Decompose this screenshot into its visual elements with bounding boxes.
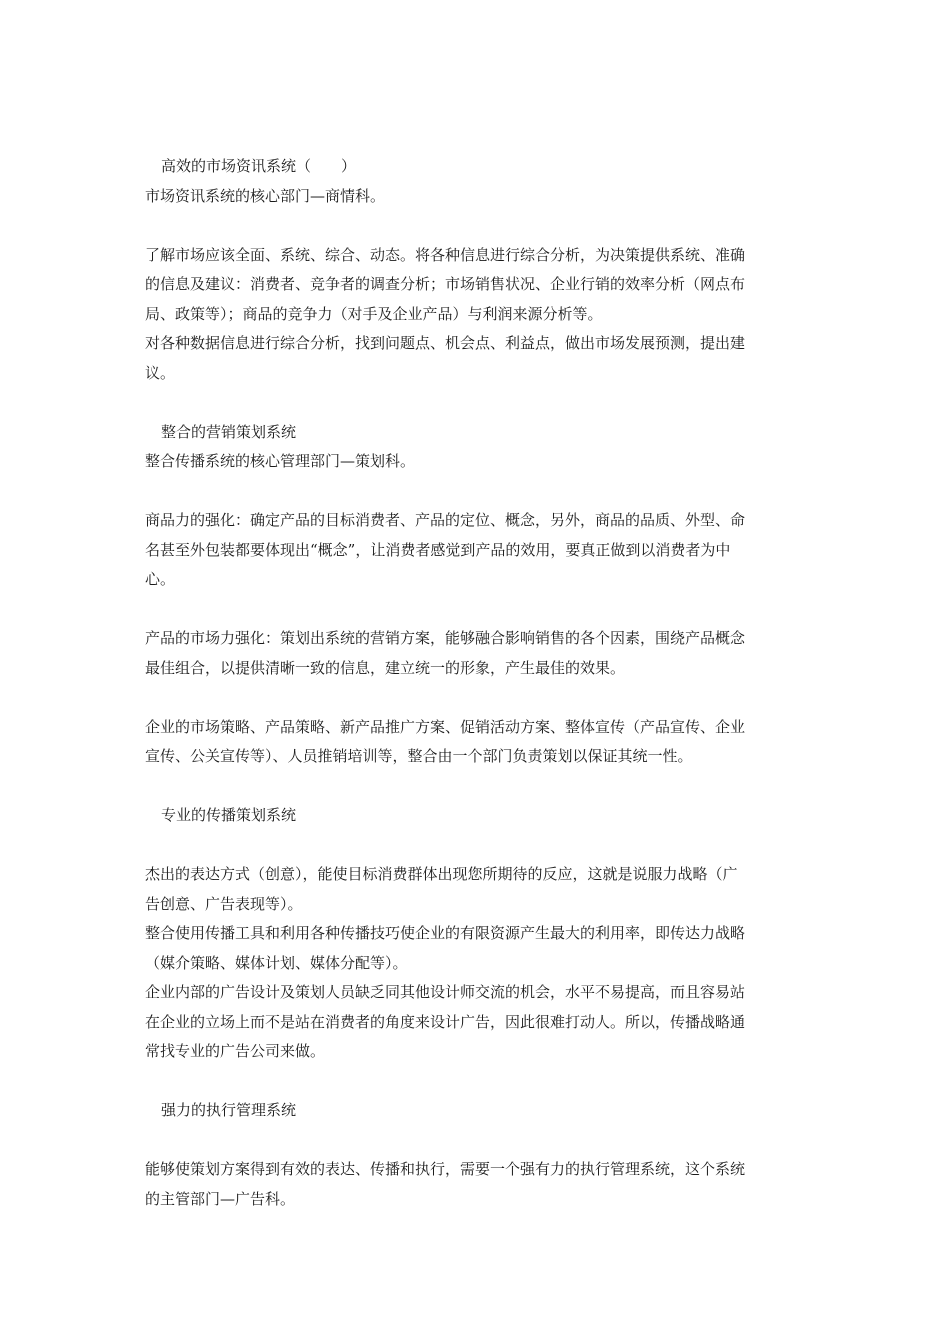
paragraph-line: 宣传、公关宣传等）、人员推销培训等，整合由一个部门负责策划以保证其统一性。 (145, 747, 693, 765)
paragraph-line: 企业内部的广告设计及策划人员缺乏同其他设计师交流的机会，水平不易提高，而且容易站 (145, 983, 746, 1001)
paragraph-line: 对各种数据信息进行综合分析，找到问题点、机会点、利益点，做出市场发展预测，提出建 (145, 334, 746, 352)
paragraph-line: 议。 (145, 363, 176, 382)
paragraph-line: 的主管部门—广告科。 (145, 1189, 296, 1208)
document-body (145, 152, 810, 1214)
paragraph-line: 整合传播系统的核心管理部门—策划科。 (145, 452, 416, 470)
paragraph-line: 产品的市场力强化：策划出系统的营销方案，能够融合影响销售的各个因素，围绕产品概念 (145, 629, 746, 647)
section-heading: 强力的执行管理系统 (161, 1101, 297, 1119)
paragraph-line: 商品力的强化：确定产品的目标消费者、产品的定位、概念，另外，商品的品质、外型、命 (145, 511, 746, 529)
blank-line (145, 388, 810, 418)
paragraph-line: 局、政策等）；商品的竞争力（对手及企业产品）与利润来源分析等。 (145, 304, 603, 323)
blank-line (145, 595, 810, 625)
paragraph-line: 能够使策划方案得到有效的表达、传播和执行，需要一个强有力的执行管理系统，这个系统 (145, 1160, 746, 1178)
blank-line (145, 831, 810, 861)
paragraph-line: 的信息及建议：消费者、竞争者的调查分析；市场销售状况、企业行销的效率分析（网点布 (145, 275, 746, 293)
paragraph-line: 名甚至外包装都要体现出“概念”，让消费者感觉到产品的效用，要真正做到以消费者为中 (145, 540, 731, 559)
paragraph-line: 了解市场应该全面、系统、综合、动态。将各种信息进行综合分析，为决策提供系统、准确 (145, 245, 746, 264)
blank-line (145, 683, 810, 713)
paragraph-line: 在企业的立场上而不是站在消费者的角度来设计广告，因此很难打动人。所以，传播战略通 (145, 1012, 746, 1031)
blank-line (145, 211, 810, 241)
blank-line (145, 1126, 810, 1156)
blank-line (145, 772, 810, 802)
paragraph-line: 最佳组合，以提供清晰一致的信息，建立统一的形象，产生最佳的效果。 (145, 658, 626, 677)
section-heading: 专业的传播策划系统 (161, 806, 297, 824)
section-heading: 高效的市场资讯系统（ ） (161, 157, 357, 175)
paragraph-line: 杰出的表达方式（创意），能使目标消费群体出现您所期待的反应，这就是说服力战略（广 (145, 865, 738, 883)
paragraph-line: 市场资讯系统的核心部门—商情科。 (145, 186, 386, 205)
paragraph-line: 常找专业的广告公司来做。 (145, 1042, 326, 1060)
blank-line (145, 1067, 810, 1097)
paragraph-line: 企业的市场策略、产品策略、新产品推广方案、促销活动方案、整体宣传（产品宣传、企业 (145, 717, 746, 736)
paragraph-line: 整合使用传播工具和利用各种传播技巧使企业的有限资源产生最大的利用率，即传达力战略 (145, 924, 746, 942)
paragraph-line: 告创意、广告表现等）。 (145, 894, 303, 913)
paragraph-line: 心。 (145, 570, 176, 588)
paragraph-line: （媒介策略、媒体计划、媒体分配等）。 (145, 953, 408, 972)
section-heading: 整合的营销策划系统 (161, 422, 297, 441)
blank-line (145, 477, 810, 507)
